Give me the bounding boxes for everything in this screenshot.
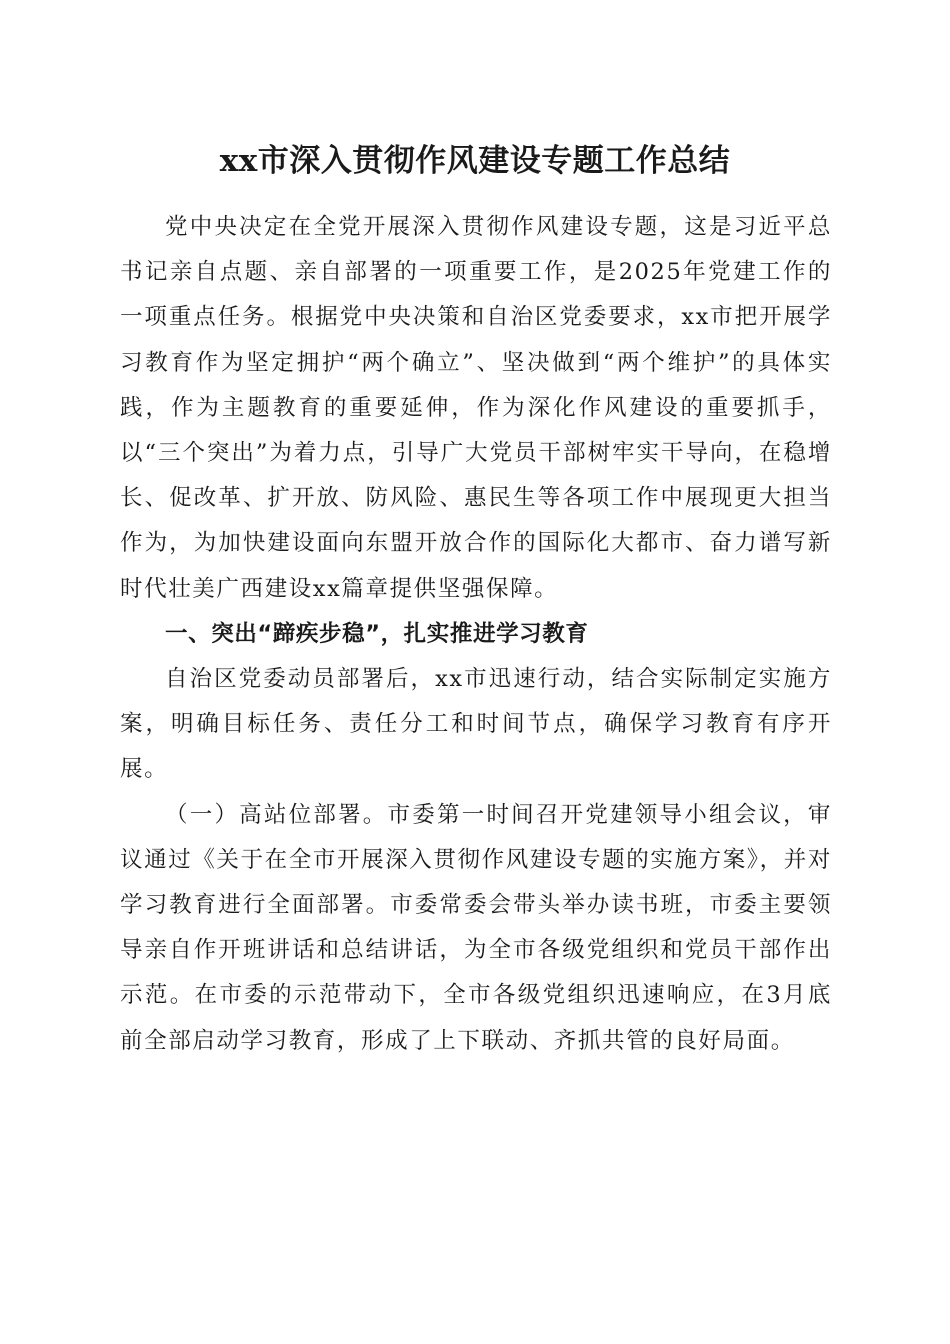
intro-paragraph: 党中央决定在全党开展深入贯彻作风建设专题，这是习近平总书记亲自点题、亲自部署的一项重要工作，是2025年党建工作的一项重点任务。根据党中央决策和自治区党委要求，xx市把开展学习教育作为坚定拥护“两个确立”、坚决做到“两个维护”的具体实践，作为主题教育的重要延伸，作为深化作风建设的重要抓手，以“三个突出”为着力点，引导广大党员干部树牢实干导向，在稳增长、促改革、扩开放、防风险、惠民生等各项工作中展现更大担当作为，为加快建设面向东盟开放合作的国际化大都市、奋力谱写新时代壮美广西建设xx篇章提供坚强保障。	[120, 214, 832, 602]
subsection-1-paragraph	[120, 793, 832, 1064]
section-heading-1: 一、突出“蹄疾步稳”，扎实推进学习教育	[165, 620, 589, 647]
subsection-1-text: 市委第一时间召开党建领导小组会议，审议通过《关于在全市开展深入贯彻作风建设专题的实施方案》，并对学习教育进行全面部署。市委常委会带头举办读书班，市委主要领导亲自作开班讲话和总结讲话，为全市各级党组织和党员干部作出示范。在市委的示范带动下，全市各级党组织迅速响应，在3月底前全部启动学习教育，形成了上下联动、齐抓共管的良好局面。	[120, 801, 832, 1054]
subsection-1-lead: （一）高站位部署。	[165, 801, 388, 828]
section-1-paragraph: 自治区党委动员部署后，xx市迅速行动，结合实际制定实施方案，明确目标任务、责任分工和时间节点，确保学习教育有序开展。	[120, 666, 832, 783]
document-body	[120, 205, 832, 1064]
document-title: xx市深入贯彻作风建设专题工作总结	[219, 143, 731, 179]
